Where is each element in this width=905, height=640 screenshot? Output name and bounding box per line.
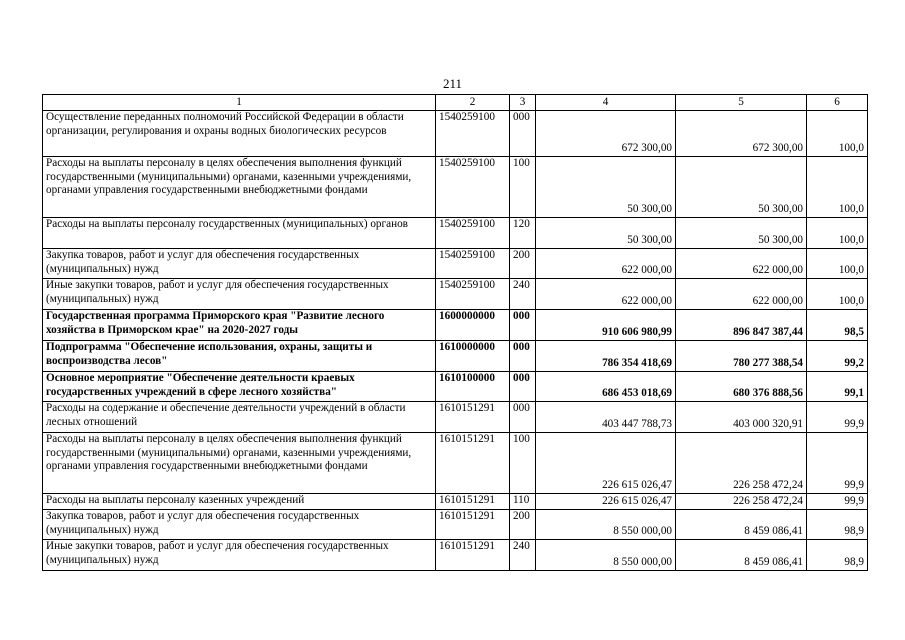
row-executed-cell: 50 300,00	[676, 218, 807, 249]
table-row	[43, 157, 868, 218]
row-type-cell: 100	[510, 157, 536, 218]
row-executed-cell: 50 300,00	[676, 157, 807, 218]
row-percent-cell: 99,9	[807, 494, 868, 510]
row-planned-cell: 786 354 418,69	[536, 341, 676, 372]
row-type-cell: 000	[510, 402, 536, 433]
table-row	[43, 249, 868, 279]
row-executed-cell: 672 300,00	[676, 111, 807, 157]
table-row	[43, 540, 868, 571]
row-type-cell: 200	[510, 249, 536, 279]
row-code-cell: 1610100000	[436, 372, 510, 402]
row-percent-cell: 100,0	[807, 218, 868, 249]
column-header-1: 1	[43, 95, 436, 111]
budget-table	[42, 94, 868, 571]
column-header-5: 5	[676, 95, 807, 111]
row-type-cell: 000	[510, 372, 536, 402]
table-body	[43, 111, 868, 571]
row-name-cell: Закупка товаров, работ и услуг для обеспечения государственных (муниципальных) нужд	[43, 249, 436, 279]
table-row	[43, 341, 868, 372]
row-percent-cell: 100,0	[807, 249, 868, 279]
row-name-cell: Государственная программа Приморского края "Развитие лесного хозяйства в Приморском крае" на 2020-2027 годы	[43, 310, 436, 341]
row-name-cell: Расходы на выплаты персоналу в целях обеспечения выполнения функций государственными (муниципальными) органами, казенными учреждениями, органами управления государственными внебюджетными фондами	[43, 157, 436, 218]
row-code-cell: 1610151291	[436, 433, 510, 494]
row-type-cell: 000	[510, 310, 536, 341]
row-executed-cell: 680 376 888,56	[676, 372, 807, 402]
table-row	[43, 279, 868, 310]
row-planned-cell: 910 606 980,99	[536, 310, 676, 341]
column-header-4: 4	[536, 95, 676, 111]
row-executed-cell: 780 277 388,54	[676, 341, 807, 372]
table-row	[43, 372, 868, 402]
row-code-cell: 1610151291	[436, 540, 510, 571]
row-type-cell: 000	[510, 341, 536, 372]
table-header-row	[43, 95, 868, 111]
row-type-cell: 110	[510, 494, 536, 510]
row-executed-cell: 403 000 320,91	[676, 402, 807, 433]
row-executed-cell: 226 258 472,24	[676, 433, 807, 494]
row-code-cell: 1600000000	[436, 310, 510, 341]
row-name-cell: Расходы на выплаты персоналу казенных учреждений	[43, 494, 436, 510]
row-code-cell: 1540259100	[436, 279, 510, 310]
row-planned-cell: 8 550 000,00	[536, 510, 676, 540]
row-planned-cell: 226 615 026,47	[536, 494, 676, 510]
row-planned-cell: 226 615 026,47	[536, 433, 676, 494]
row-name-cell: Осуществление переданных полномочий Российской Федерации в области организации, регулирования и охраны водных биологических ресурсов	[43, 111, 436, 157]
row-code-cell: 1540259100	[436, 218, 510, 249]
row-code-cell: 1610151291	[436, 402, 510, 433]
row-executed-cell: 226 258 472,24	[676, 494, 807, 510]
row-name-cell: Основное мероприятие "Обеспечение деятельности краевых государственных учреждений в сфере лесного хозяйства"	[43, 372, 436, 402]
row-code-cell: 1540259100	[436, 157, 510, 218]
column-header-3: 3	[510, 95, 536, 111]
row-percent-cell: 99,2	[807, 341, 868, 372]
row-name-cell: Расходы на выплаты персоналу государственных (муниципальных) органов	[43, 218, 436, 249]
row-planned-cell: 403 447 788,73	[536, 402, 676, 433]
row-name-cell: Иные закупки товаров, работ и услуг для обеспечения государственных (муниципальных) нужд	[43, 279, 436, 310]
row-planned-cell: 622 000,00	[536, 279, 676, 310]
row-executed-cell: 8 459 086,41	[676, 510, 807, 540]
row-type-cell: 120	[510, 218, 536, 249]
row-name-cell: Расходы на содержание и обеспечение деятельности учреждений в области лесных отношений	[43, 402, 436, 433]
row-executed-cell: 8 459 086,41	[676, 540, 807, 571]
row-planned-cell: 622 000,00	[536, 249, 676, 279]
row-percent-cell: 99,9	[807, 402, 868, 433]
page-number: 211	[442, 76, 463, 91]
row-code-cell: 1540259100	[436, 111, 510, 157]
row-planned-cell: 672 300,00	[536, 111, 676, 157]
row-percent-cell: 99,1	[807, 372, 868, 402]
row-type-cell: 240	[510, 540, 536, 571]
row-percent-cell: 99,9	[807, 433, 868, 494]
row-type-cell: 000	[510, 111, 536, 157]
table-row	[43, 310, 868, 341]
row-percent-cell: 98,9	[807, 510, 868, 540]
table-row	[43, 111, 868, 157]
row-code-cell: 1610000000	[436, 341, 510, 372]
row-executed-cell: 896 847 387,44	[676, 310, 807, 341]
column-header-6: 6	[807, 95, 868, 111]
row-planned-cell: 50 300,00	[536, 157, 676, 218]
table-row	[43, 433, 868, 494]
row-planned-cell: 686 453 018,69	[536, 372, 676, 402]
table-row	[43, 510, 868, 540]
row-executed-cell: 622 000,00	[676, 279, 807, 310]
row-name-cell: Расходы на выплаты персоналу в целях обеспечения выполнения функций государственными (муниципальными) органами, казенными учреждениями, органами управления государственными внебюджетными фондами	[43, 433, 436, 494]
row-name-cell: Иные закупки товаров, работ и услуг для обеспечения государственных (муниципальных) нужд	[43, 540, 436, 571]
table-row	[43, 218, 868, 249]
row-type-cell: 100	[510, 433, 536, 494]
row-planned-cell: 8 550 000,00	[536, 540, 676, 571]
row-percent-cell: 100,0	[807, 157, 868, 218]
row-name-cell: Закупка товаров, работ и услуг для обеспечения государственных (муниципальных) нужд	[43, 510, 436, 540]
table-row	[43, 494, 868, 510]
table-row	[43, 402, 868, 433]
row-percent-cell: 100,0	[807, 111, 868, 157]
row-percent-cell: 100,0	[807, 279, 868, 310]
row-code-cell: 1540259100	[436, 249, 510, 279]
row-type-cell: 200	[510, 510, 536, 540]
row-code-cell: 1610151291	[436, 510, 510, 540]
row-executed-cell: 622 000,00	[676, 249, 807, 279]
row-name-cell: Подпрограмма "Обеспечение использования, охраны, защиты и воспроизводства лесов"	[43, 341, 436, 372]
column-header-2: 2	[436, 95, 510, 111]
row-percent-cell: 98,5	[807, 310, 868, 341]
row-percent-cell: 98,9	[807, 540, 868, 571]
row-planned-cell: 50 300,00	[536, 218, 676, 249]
row-code-cell: 1610151291	[436, 494, 510, 510]
row-type-cell: 240	[510, 279, 536, 310]
